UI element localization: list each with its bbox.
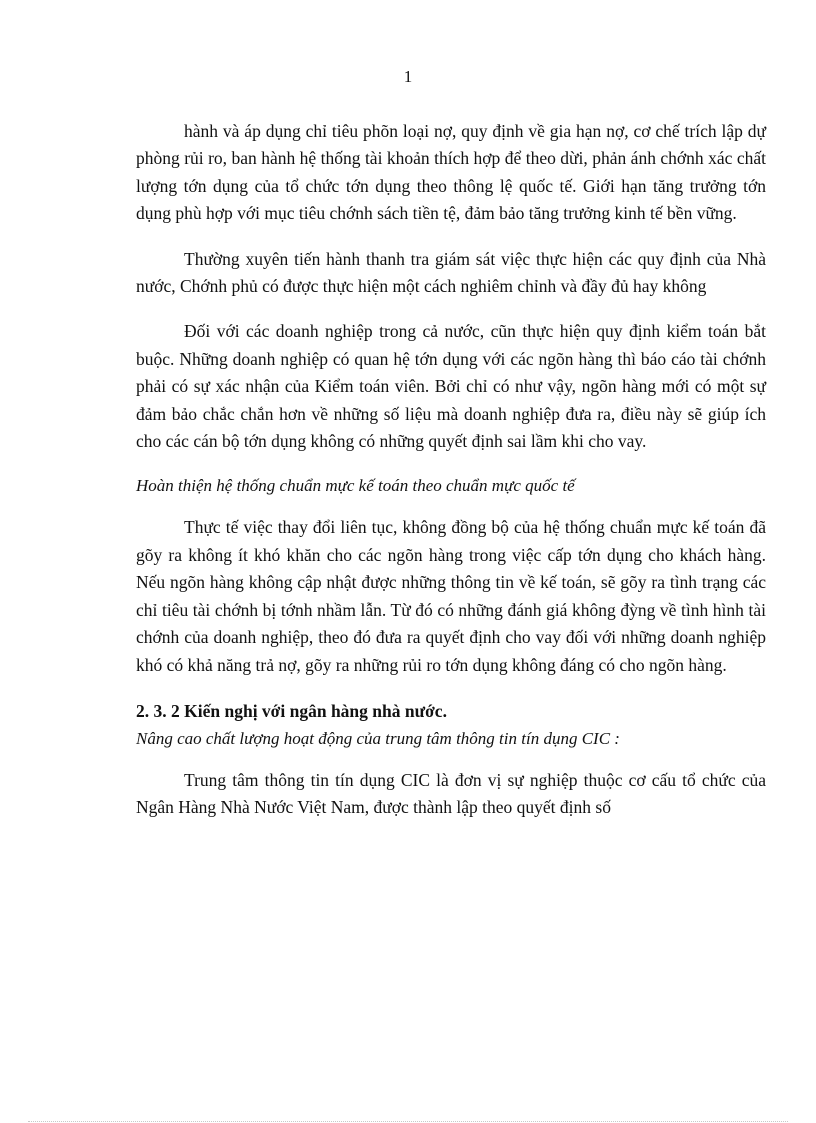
document-body <box>136 118 766 840</box>
page-number: 1 <box>403 67 413 86</box>
footer-divider <box>28 1121 788 1122</box>
section-subheading: Nâng cao chất lượng hoạt động của trung tâm thông tin tín dụng CIC : <box>136 728 620 748</box>
paragraph-5: Trung tâm thông tin tín dụng CIC là đơn vị sự nghiệp thuộc cơ cấu tổ chức của Ngân Hàng Nhà Nước Việt Nam, được thành lập theo quyết định số <box>136 769 766 818</box>
section-heading: 2. 3. 2 Kiến nghị với ngân hàng nhà nước. <box>136 700 447 721</box>
paragraph-1: hành và áp dụng chỉ tiêu phõn loại nợ, quy định về gia hạn nợ, cơ chế trích lập dự phòng rủi ro, ban hành hệ thống tài khoản thích hợp để theo dừi, phản ánh chớnh xác chất lượng tớn dụng của tổ chức tớn dụng theo thông lệ quốc tế. Giới hạn tăng trưởng tớn dụng phù hợp với mục tiêu chớnh sách tiền tệ, đảm bảo tăng trưởng kinh tế bền vững. <box>136 121 766 224</box>
paragraph-2: Thường xuyên tiến hành thanh tra giám sát việc thực hiện các quy định của Nhà nước, Chớnh phủ có được thực hiện một cách nghiêm chỉnh và đầy đủ hay không <box>136 248 766 297</box>
paragraph-3: Đối với các doanh nghiệp trong cả nước, cũn thực hiện quy định kiểm toán bắt buộc. Những doanh nghiệp có quan hệ tớn dụng với các ngõn hàng thì báo cáo tài chớnh phải có sự xác nhận của Kiểm toán viên. Bởi chỉ có như vậy, ngõn hàng mới có một sự đảm bảo chắc chắn hơn về những số liệu mà doanh nghiệp đưa ra, điều này sẽ giúp ích cho các cán bộ tớn dụng không có những quyết định sai lầm khi cho vay. <box>136 321 766 452</box>
italic-subsection-title: Hoàn thiện hệ thống chuẩn mực kế toán theo chuẩn mực quốc tế <box>136 476 575 496</box>
paragraph-4: Thực tế việc thay đổi liên tục, không đồng bộ của hệ thống chuẩn mực kế toán đã gõy ra không ít khó khăn cho các ngõn hàng trong việc cấp tớn dụng cho khách hàng. Nếu ngõn hàng không cập nhật được những thông tin về kế toán, sẽ gõy ra tình trạng các chỉ tiêu tài chớnh bị tớnh nhầm lẫn. Từ đó có những đánh giá không đỳng về tình hình tài chớnh của doanh nghiệp, theo đó đưa ra quyết định cho vay đối với những doanh nghiệp khó có khả năng trả nợ, gõy ra những rủi ro tớn dụng không đáng có cho ngõn hàng. <box>136 517 766 675</box>
